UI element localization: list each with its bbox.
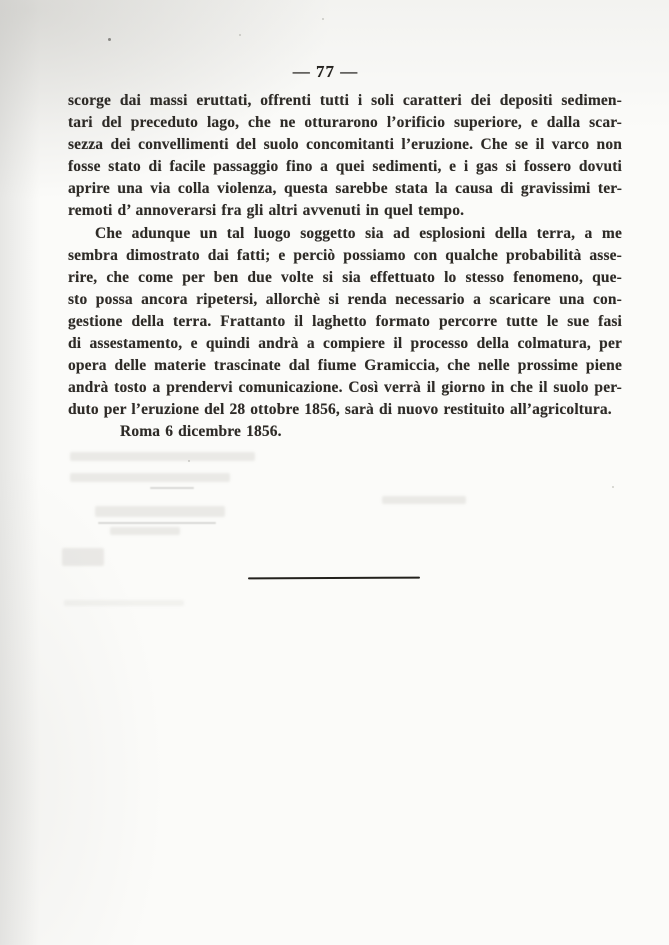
- scan-speck: [322, 18, 324, 20]
- text-line: rire, che come per ben due volte si sia effettuato lo stesso fenomeno, que-: [68, 268, 622, 286]
- show-through-mark: [382, 496, 466, 504]
- text-line: remoti d’ annoverarsi fra gli altri avvenuti in quel tempo.: [68, 202, 465, 220]
- text-line: opera delle materie trascinate dal fiume Gramiccia, che nelle prossime piene: [68, 357, 622, 375]
- text-line: sto possa ancora ripetersi, allorchè si renda necessario a scaricare una con-: [68, 290, 622, 308]
- text-line: scorge dai massi eruttati, offrenti tutti i soli caratteri dei depositi sedimen-: [68, 92, 622, 109]
- section-divider: [248, 577, 420, 580]
- scan-speck: [108, 38, 111, 41]
- scan-speck: [188, 460, 190, 462]
- show-through-mark: [70, 473, 230, 482]
- body-text: [68, 90, 622, 444]
- scan-speck: [239, 34, 241, 36]
- text-line: Che adunque un tal luogo soggetto sia ad esplosioni della terra, a me: [95, 224, 622, 242]
- text-line: sembra dimostrato dai fatti; e perciò possiamo con qualche probabilità asse-: [68, 246, 622, 264]
- page-number-header: — 77 —: [292, 62, 359, 81]
- text-line: aprire una via colla violenza, questa sarebbe stata la causa di gravissimi ter-: [68, 180, 622, 198]
- show-through-mark: [95, 506, 225, 517]
- text-line: di assestamento, e quindi andrà a compiere il processo della colmatura, per: [68, 335, 622, 353]
- text-line: tari del preceduto lago, che ne otturarono l’orificio superiore, e dalla scar-: [68, 114, 622, 132]
- show-through-mark: [110, 527, 180, 535]
- text-line: sezza dei convellimenti del suolo concomitanti l’eruzione. Che se il varco non: [68, 136, 622, 154]
- text-line: duto per l’eruzione del 28 ottobre 1856, sarà di nuovo restituito all’agricoltura.: [68, 401, 612, 419]
- text-line: fosse stato di facile passaggio fino a quei sedimenti, e i gas si fossero dovuti: [68, 158, 622, 176]
- paragraph: [68, 223, 622, 422]
- show-through-mark: [62, 548, 104, 566]
- show-through-mark: [150, 487, 194, 489]
- show-through-mark: [98, 522, 216, 524]
- text-line: gestione della terra. Frattanto il laghetto formato percorre tutte le sue fasi: [68, 312, 622, 330]
- show-through-mark: [64, 600, 184, 606]
- paragraph: [68, 90, 622, 223]
- text-line: andrà tosto a prendervi comunicazione. Così verrà il giorno in che il suolo per-: [68, 379, 622, 397]
- scan-speck: [612, 486, 614, 488]
- text-line: Roma 6 dicembre 1856.: [120, 423, 282, 441]
- dateline: [68, 421, 622, 443]
- show-through-mark: [70, 452, 255, 461]
